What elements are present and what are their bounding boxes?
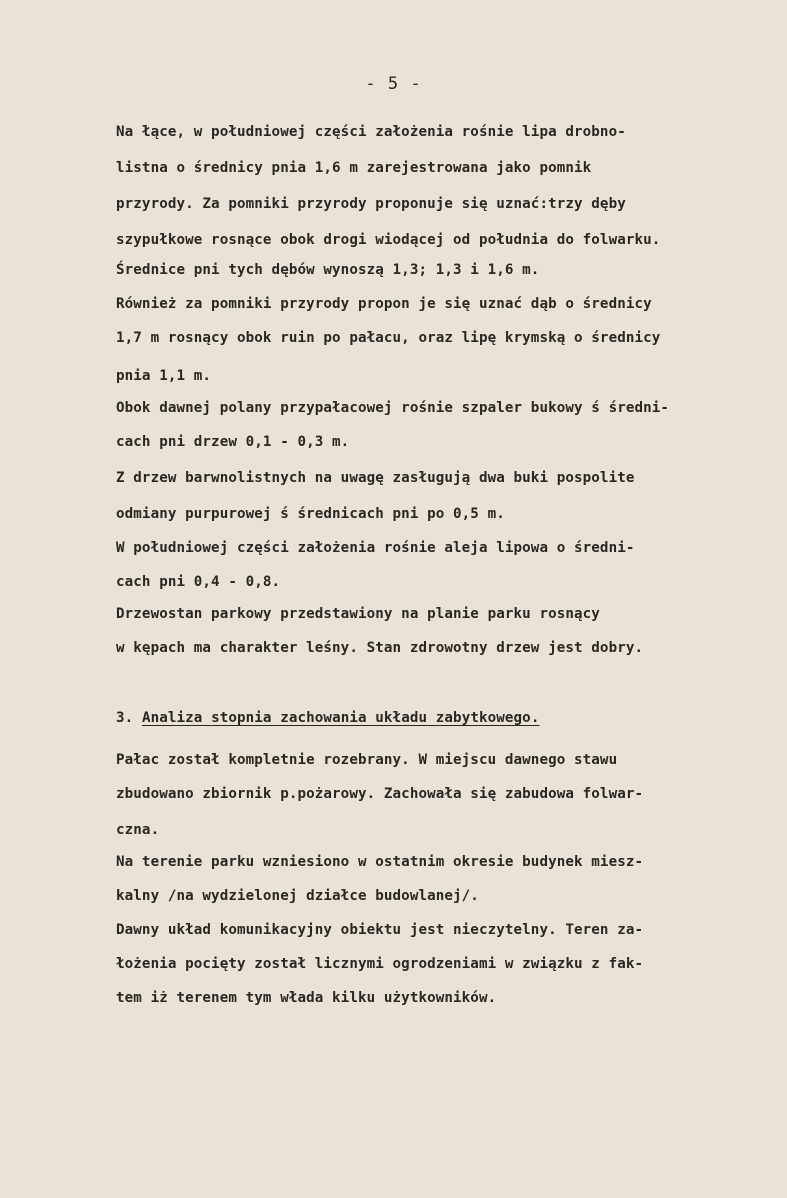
text-line: Również za pomniki przyrody propon je się uznać dąb o średnicy — [116, 296, 652, 312]
text-line: w kępach ma charakter leśny. Stan zdrowotny drzew jest dobry. — [116, 640, 644, 656]
text-line: odmiany purpurowej ś średnicach pni po 0,5 m. — [116, 506, 505, 522]
text-line: Pałac został kompletnie rozebrany. W miejscu dawnego stawu — [116, 752, 618, 768]
section-heading — [116, 710, 539, 726]
text-line: cach pni drzew 0,1 - 0,3 m. — [116, 434, 350, 450]
text-line: przyrody. Za pomniki przyrody proponuje się uznać:trzy dęby — [116, 196, 626, 212]
text-line: szypułkowe rosnące obok drogi wiodącej od południa do folwarku. — [116, 232, 661, 248]
text-line: łożenia pocięty został licznymi ogrodzeniami w związku z fak- — [116, 956, 644, 972]
text-line: listna o średnicy pnia 1,6 m zarejestrowana jako pomnik — [116, 160, 592, 176]
text-line: Na terenie parku wzniesiono w ostatnim okresie budynek miesz- — [116, 854, 644, 870]
section-number: 3. — [116, 710, 134, 726]
text-line: Średnice pni tych dębów wynoszą 1,3; 1,3 i 1,6 m. — [116, 262, 540, 278]
text-line: zbudowano zbiornik p.pożarowy. Zachowała się zabudowa folwar- — [116, 786, 644, 802]
text-line: Drzewostan parkowy przedstawiony na planie parku rosnący — [116, 606, 600, 622]
text-line: 1,7 m rosnący obok ruin po pałacu, oraz lipę krymską o średnicy — [116, 330, 661, 346]
text-line: W południowej części założenia rośnie aleja lipowa o średni- — [116, 540, 635, 556]
text-line: cach pni 0,4 - 0,8. — [116, 574, 281, 590]
text-line: czna. — [116, 822, 160, 838]
text-line: kalny /na wydzielonej działce budowlanej/. — [116, 888, 479, 904]
text-line: pnia 1,1 m. — [116, 368, 212, 384]
section-title: Analiza stopnia zachowania układu zabytkowego. — [141, 710, 540, 726]
text-line: Obok dawnej polany przypałacowej rośnie szpaler bukowy ś średni- — [116, 400, 670, 416]
text-line: Dawny układ komunikacyjny obiektu jest nieczytelny. Teren za- — [116, 922, 644, 938]
text-line: Z drzew barwnolistnych na uwagę zasługują dwa buki pospolite — [116, 470, 635, 486]
text-line: Na łące, w południowej części założenia rośnie lipa drobno- — [116, 124, 626, 140]
page-number: - 5 - — [365, 74, 422, 94]
text-line: tem iż terenem tym włada kilku użytkowników. — [116, 990, 497, 1006]
